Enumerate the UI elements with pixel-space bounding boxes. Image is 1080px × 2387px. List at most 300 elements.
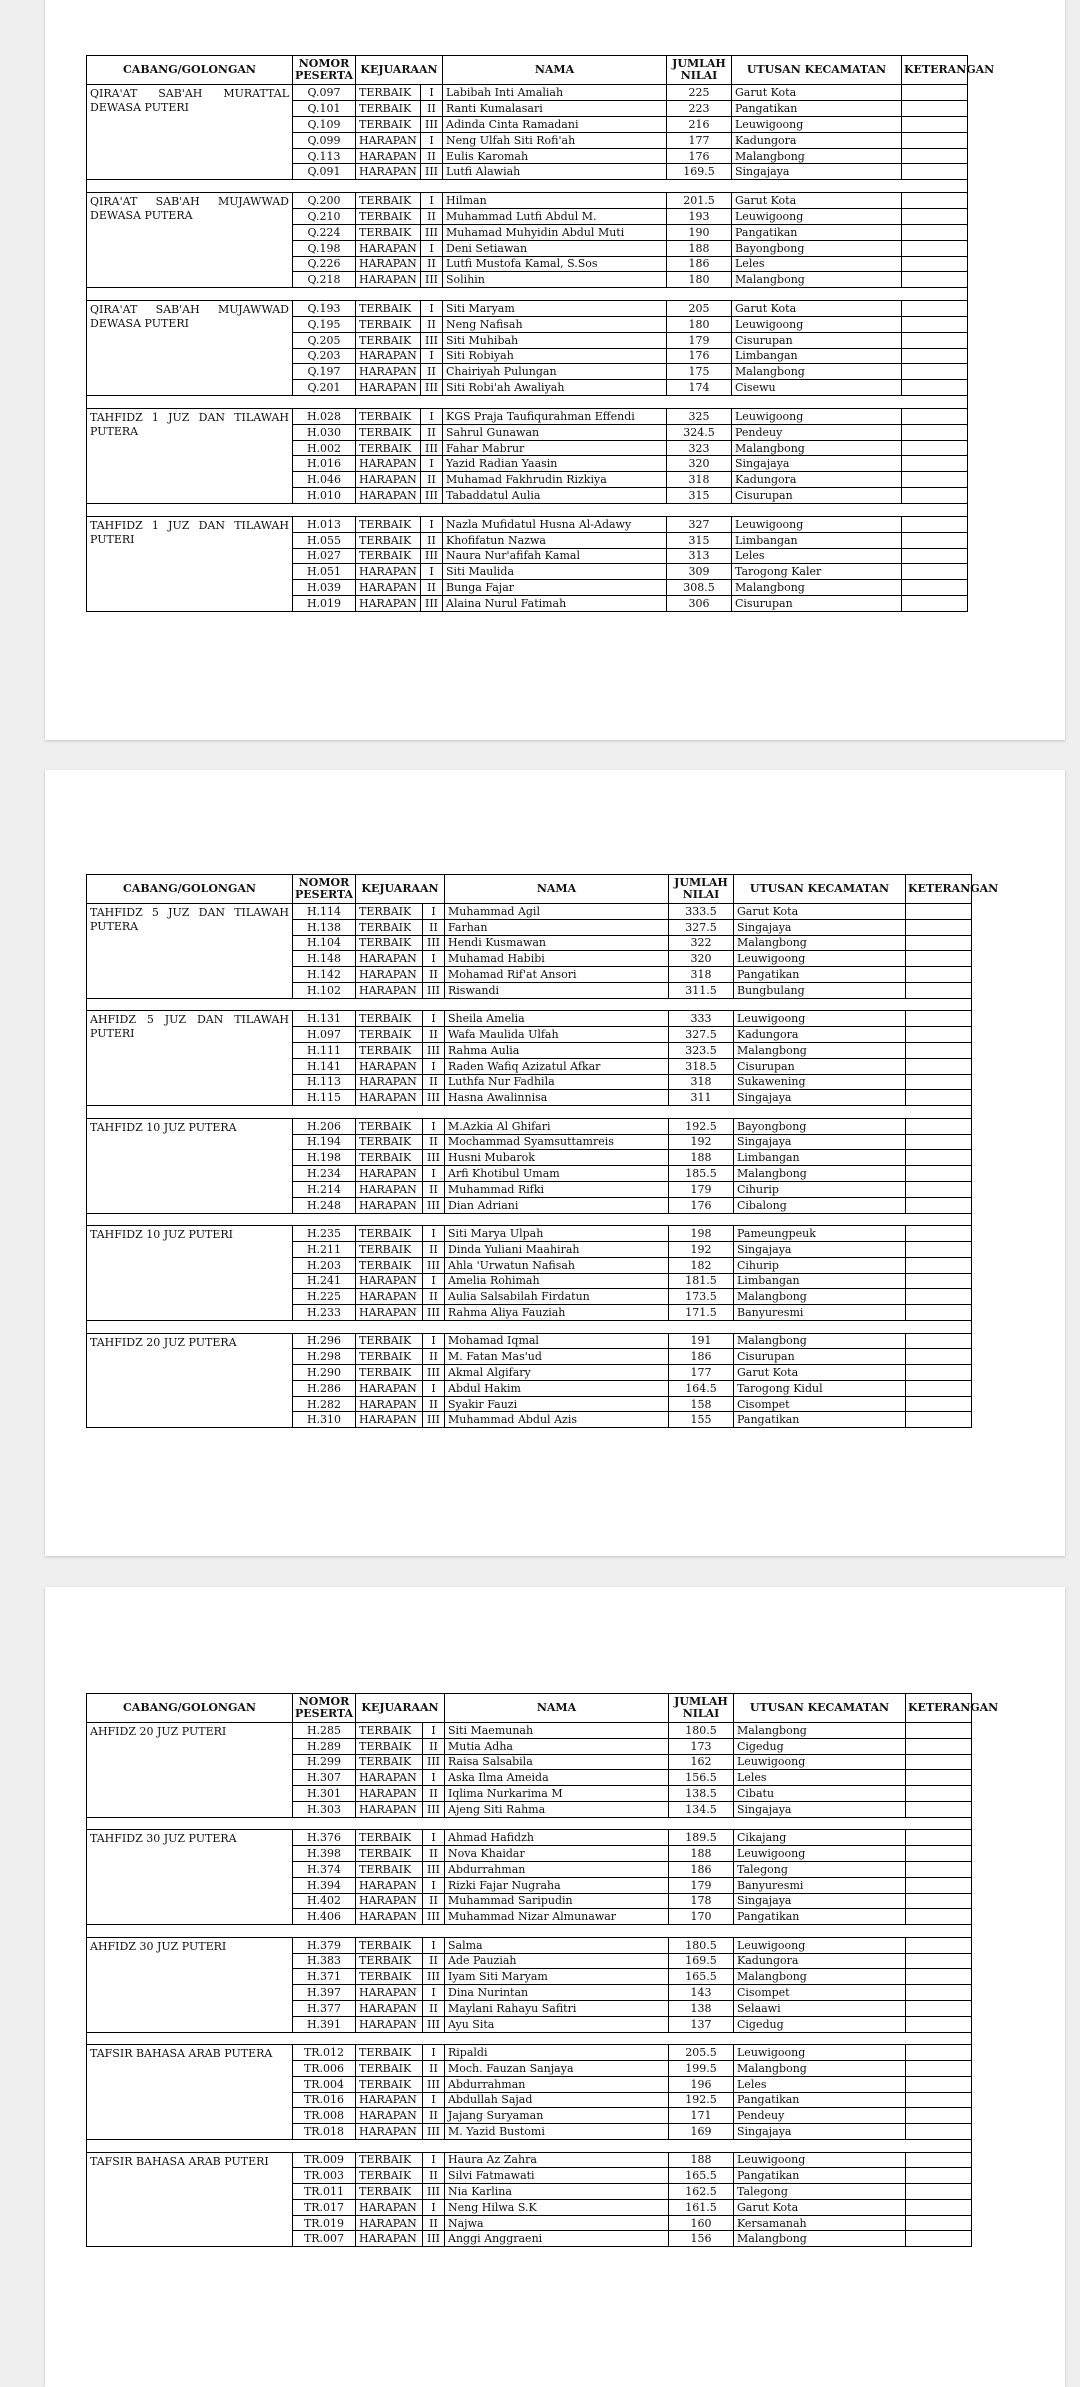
nama-cell: Ranti Kumalasari xyxy=(443,100,667,116)
peringkat-cell: II xyxy=(421,472,443,488)
jumlah-nilai-cell: 156.5 xyxy=(669,1770,734,1786)
utusan-kecamatan-cell: Tarogong Kaler xyxy=(732,564,902,580)
keterangan-cell xyxy=(902,516,968,532)
jumlah-nilai-cell: 175 xyxy=(667,364,732,380)
utusan-kecamatan-cell: Limbangan xyxy=(732,532,902,548)
nomor-peserta-cell: H.307 xyxy=(293,1770,356,1786)
nomor-peserta-cell: H.148 xyxy=(293,951,356,967)
peringkat-cell: I xyxy=(423,1877,445,1893)
kejuaraan-cell: TERBAIK xyxy=(356,1118,423,1134)
jumlah-nilai-cell: 173.5 xyxy=(669,1289,734,1305)
jumlah-nilai-cell: 185.5 xyxy=(669,1166,734,1182)
header-kejuaraan: KEJUARAAN xyxy=(356,1694,445,1723)
jumlah-nilai-cell: 180.5 xyxy=(669,1723,734,1739)
peringkat-cell: III xyxy=(423,1150,445,1166)
nomor-peserta-cell: H.225 xyxy=(293,1289,356,1305)
kejuaraan-cell: HARAPAN xyxy=(356,1289,423,1305)
nomor-peserta-cell: H.030 xyxy=(293,424,356,440)
group-separator xyxy=(87,1320,972,1333)
jumlah-nilai-cell: 165.5 xyxy=(669,2168,734,2184)
peringkat-cell: II xyxy=(423,1786,445,1802)
peringkat-cell: III xyxy=(423,1090,445,1106)
kejuaraan-cell: HARAPAN xyxy=(356,1181,423,1197)
keterangan-cell xyxy=(902,148,968,164)
kejuaraan-cell: TERBAIK xyxy=(356,919,423,935)
separator-cell xyxy=(87,396,968,409)
kejuaraan-cell: TERBAIK xyxy=(356,1011,423,1027)
nomor-peserta-cell: Q.203 xyxy=(293,348,356,364)
nama-cell: Siti Maryam xyxy=(443,300,667,316)
kejuaraan-cell: TERBAIK xyxy=(356,2076,423,2092)
jumlah-nilai-cell: 199.5 xyxy=(669,2060,734,2076)
peringkat-cell: I xyxy=(423,1226,445,1242)
peringkat-cell: III xyxy=(421,116,443,132)
cabang-golongan-cell: QIRA'AT SAB'AH MUJAWWAD DEWASA PUTERI xyxy=(87,300,293,395)
nomor-peserta-cell: H.138 xyxy=(293,919,356,935)
keterangan-cell xyxy=(902,580,968,596)
nama-cell: Rizki Fajar Nugraha xyxy=(445,1877,669,1893)
nomor-peserta-cell: Q.109 xyxy=(293,116,356,132)
nomor-peserta-cell: H.203 xyxy=(293,1257,356,1273)
keterangan-cell xyxy=(906,1396,972,1412)
utusan-kecamatan-cell: Malangbong xyxy=(734,935,906,951)
kejuaraan-cell: TERBAIK xyxy=(356,85,421,101)
kejuaraan-cell: TERBAIK xyxy=(356,192,421,208)
jumlah-nilai-cell: 313 xyxy=(667,548,732,564)
nomor-peserta-cell: H.233 xyxy=(293,1305,356,1321)
keterangan-cell xyxy=(902,564,968,580)
nama-cell: Ade Pauziah xyxy=(445,1953,669,1969)
utusan-kecamatan-cell: Singajaya xyxy=(732,164,902,180)
kejuaraan-cell: TERBAIK xyxy=(356,408,421,424)
header-kejuaraan: KEJUARAAN xyxy=(356,56,443,85)
group-separator xyxy=(87,288,968,301)
utusan-kecamatan-cell: Leles xyxy=(732,548,902,564)
peringkat-cell: II xyxy=(423,1074,445,1090)
jumlah-nilai-cell: 320 xyxy=(669,951,734,967)
keterangan-cell xyxy=(906,1754,972,1770)
header-jumlah-nilai: JUMLAH NILAI xyxy=(667,56,732,85)
nomor-peserta-cell: H.013 xyxy=(293,516,356,532)
header-keterangan: KETERANGAN xyxy=(906,1694,972,1723)
nomor-peserta-cell: H.298 xyxy=(293,1349,356,1365)
jumlah-nilai-cell: 309 xyxy=(667,564,732,580)
peringkat-cell: III xyxy=(423,1197,445,1213)
jumlah-nilai-cell: 320 xyxy=(667,456,732,472)
jumlah-nilai-cell: 198 xyxy=(669,1226,734,1242)
nomor-peserta-cell: H.097 xyxy=(293,1027,356,1043)
jumlah-nilai-cell: 158 xyxy=(669,1396,734,1412)
utusan-kecamatan-cell: Leuwigoong xyxy=(734,1011,906,1027)
peringkat-cell: I xyxy=(421,456,443,472)
table-row xyxy=(87,1830,972,1846)
peringkat-cell: III xyxy=(423,1861,445,1877)
nomor-peserta-cell: H.019 xyxy=(293,596,356,612)
jumlah-nilai-cell: 162 xyxy=(669,1754,734,1770)
nama-cell: Abdullah Sajad xyxy=(445,2092,669,2108)
peringkat-cell: I xyxy=(423,1937,445,1953)
kejuaraan-cell: TERBAIK xyxy=(356,1937,423,1953)
nomor-peserta-cell: Q.099 xyxy=(293,132,356,148)
peringkat-cell: II xyxy=(421,580,443,596)
nomor-peserta-cell: H.394 xyxy=(293,1877,356,1893)
nama-cell: Hasna Awalinnisa xyxy=(445,1090,669,1106)
utusan-kecamatan-cell: Pameungpeuk xyxy=(734,1226,906,1242)
peringkat-cell: II xyxy=(421,364,443,380)
peringkat-cell: III xyxy=(423,2124,445,2140)
separator-cell xyxy=(87,1817,972,1830)
kejuaraan-cell: TERBAIK xyxy=(356,1226,423,1242)
keterangan-cell xyxy=(906,2184,972,2200)
kejuaraan-cell: TERBAIK xyxy=(356,2152,423,2168)
cabang-golongan-cell: AHFIDZ 30 JUZ PUTERI xyxy=(87,1937,293,2032)
peringkat-cell: I xyxy=(423,1333,445,1349)
peringkat-cell: I xyxy=(421,85,443,101)
jumlah-nilai-cell: 188 xyxy=(669,2152,734,2168)
nomor-peserta-cell: Q.210 xyxy=(293,208,356,224)
peringkat-cell: III xyxy=(423,1365,445,1381)
jumlah-nilai-cell: 179 xyxy=(667,332,732,348)
nomor-peserta-cell: TR.006 xyxy=(293,2060,356,2076)
nama-cell: Riswandi xyxy=(445,982,669,998)
nama-cell: Adinda Cinta Ramadani xyxy=(443,116,667,132)
keterangan-cell xyxy=(906,2060,972,2076)
kejuaraan-cell: HARAPAN xyxy=(356,1985,423,2001)
nomor-peserta-cell: H.310 xyxy=(293,1412,356,1428)
keterangan-cell xyxy=(906,2124,972,2140)
utusan-kecamatan-cell: Garut Kota xyxy=(732,192,902,208)
kejuaraan-cell: TERBAIK xyxy=(356,208,421,224)
keterangan-cell xyxy=(906,1289,972,1305)
kejuaraan-cell: HARAPAN xyxy=(356,1058,423,1074)
peringkat-cell: I xyxy=(423,1011,445,1027)
nomor-peserta-cell: H.131 xyxy=(293,1011,356,1027)
nomor-peserta-cell: H.104 xyxy=(293,935,356,951)
nama-cell: Muhammad Nizar Almunawar xyxy=(445,1909,669,1925)
kejuaraan-cell: HARAPAN xyxy=(356,951,423,967)
keterangan-cell xyxy=(906,1893,972,1909)
jumlah-nilai-cell: 177 xyxy=(667,132,732,148)
keterangan-cell xyxy=(902,316,968,332)
peringkat-cell: II xyxy=(421,316,443,332)
group-separator xyxy=(87,1817,972,1830)
utusan-kecamatan-cell: Leuwigoong xyxy=(734,2045,906,2061)
nama-cell: Ripaldi xyxy=(445,2045,669,2061)
keterangan-cell xyxy=(906,1197,972,1213)
nomor-peserta-cell: Q.193 xyxy=(293,300,356,316)
nomor-peserta-cell: H.303 xyxy=(293,1801,356,1817)
peringkat-cell: II xyxy=(423,2108,445,2124)
peringkat-cell: II xyxy=(423,1953,445,1969)
peringkat-cell: III xyxy=(423,1754,445,1770)
nama-cell: Muhammad Lutfi Abdul M. xyxy=(443,208,667,224)
nomor-peserta-cell: H.051 xyxy=(293,564,356,580)
utusan-kecamatan-cell: Selaawi xyxy=(734,2000,906,2016)
peringkat-cell: III xyxy=(423,1969,445,1985)
utusan-kecamatan-cell: Singajaya xyxy=(732,456,902,472)
keterangan-cell xyxy=(902,532,968,548)
jumlah-nilai-cell: 192.5 xyxy=(669,1118,734,1134)
utusan-kecamatan-cell: Garut Kota xyxy=(734,1365,906,1381)
utusan-kecamatan-cell: Cisompet xyxy=(734,1396,906,1412)
nomor-peserta-cell: H.102 xyxy=(293,982,356,998)
nomor-peserta-cell: TR.012 xyxy=(293,2045,356,2061)
peringkat-cell: I xyxy=(421,192,443,208)
nomor-peserta-cell: H.406 xyxy=(293,1909,356,1925)
jumlah-nilai-cell: 201.5 xyxy=(667,192,732,208)
nama-cell: Yazid Radian Yaasin xyxy=(443,456,667,472)
kejuaraan-cell: HARAPAN xyxy=(356,2092,423,2108)
nama-cell: Raden Wafiq Azizatul Afkar xyxy=(445,1058,669,1074)
utusan-kecamatan-cell: Banyuresmi xyxy=(734,1877,906,1893)
utusan-kecamatan-cell: Cisurupan xyxy=(732,596,902,612)
keterangan-cell xyxy=(906,951,972,967)
group-separator xyxy=(87,180,968,193)
separator-cell xyxy=(87,1213,972,1226)
kejuaraan-cell: HARAPAN xyxy=(356,256,421,272)
group-separator xyxy=(87,396,968,409)
kejuaraan-cell: TERBAIK xyxy=(356,1042,423,1058)
utusan-kecamatan-cell: Malangbong xyxy=(732,364,902,380)
keterangan-cell xyxy=(906,1365,972,1381)
document-page xyxy=(45,1587,1065,2387)
jumlah-nilai-cell: 192.5 xyxy=(669,2092,734,2108)
keterangan-cell xyxy=(902,132,968,148)
nomor-peserta-cell: H.141 xyxy=(293,1058,356,1074)
peringkat-cell: II xyxy=(423,1738,445,1754)
utusan-kecamatan-cell: Malangbong xyxy=(734,1042,906,1058)
nomor-peserta-cell: Q.201 xyxy=(293,380,356,396)
peringkat-cell: II xyxy=(423,1181,445,1197)
jumlah-nilai-cell: 143 xyxy=(669,1985,734,2001)
peringkat-cell: I xyxy=(423,1166,445,1182)
keterangan-cell xyxy=(902,164,968,180)
kejuaraan-cell: TERBAIK xyxy=(356,1333,423,1349)
nama-cell: Siti Robiyah xyxy=(443,348,667,364)
kejuaraan-cell: HARAPAN xyxy=(356,364,421,380)
nama-cell: Silvi Fatmawati xyxy=(445,2168,669,2184)
cabang-golongan-cell: TAHFIDZ 1 JUZ DAN TILAWAH PUTERA xyxy=(87,408,293,503)
kejuaraan-cell: HARAPAN xyxy=(356,1273,423,1289)
kejuaraan-cell: TERBAIK xyxy=(356,100,421,116)
nama-cell: Sheila Amelia xyxy=(445,1011,669,1027)
jumlah-nilai-cell: 311.5 xyxy=(669,982,734,998)
kejuaraan-cell: HARAPAN xyxy=(356,2215,423,2231)
peringkat-cell: III xyxy=(421,272,443,288)
kejuaraan-cell: HARAPAN xyxy=(356,456,421,472)
nama-cell: Rahma Aulia xyxy=(445,1042,669,1058)
utusan-kecamatan-cell: Pangatikan xyxy=(734,2168,906,2184)
peringkat-cell: I xyxy=(423,1058,445,1074)
keterangan-cell xyxy=(906,1723,972,1739)
keterangan-cell xyxy=(902,472,968,488)
nomor-peserta-cell: H.299 xyxy=(293,1754,356,1770)
nama-cell: Ajeng Siti Rahma xyxy=(445,1801,669,1817)
table-row xyxy=(87,904,972,920)
nama-cell: Eulis Karomah xyxy=(443,148,667,164)
keterangan-cell xyxy=(906,1333,972,1349)
nama-cell: Lutfi Mustofa Kamal, S.Sos xyxy=(443,256,667,272)
utusan-kecamatan-cell: Cisurupan xyxy=(734,1058,906,1074)
nama-cell: Neng Ulfah Siti Rofi'ah xyxy=(443,132,667,148)
utusan-kecamatan-cell: Bayongbong xyxy=(732,240,902,256)
peringkat-cell: II xyxy=(423,1396,445,1412)
peringkat-cell: I xyxy=(423,1273,445,1289)
cabang-golongan-cell: QIRA'AT SAB'AH MUJAWWAD DEWASA PUTERA xyxy=(87,192,293,287)
cabang-golongan-cell: TAHFIDZ 1 JUZ DAN TILAWAH PUTERI xyxy=(87,516,293,611)
jumlah-nilai-cell: 173 xyxy=(669,1738,734,1754)
nama-cell: Muhammad Saripudin xyxy=(445,1893,669,1909)
nomor-peserta-cell: H.002 xyxy=(293,440,356,456)
keterangan-cell xyxy=(906,904,972,920)
keterangan-cell xyxy=(902,596,968,612)
jumlah-nilai-cell: 327.5 xyxy=(669,919,734,935)
jumlah-nilai-cell: 169.5 xyxy=(669,1953,734,1969)
utusan-kecamatan-cell: Malangbong xyxy=(734,1166,906,1182)
utusan-kecamatan-cell: Leuwigoong xyxy=(732,316,902,332)
jumlah-nilai-cell: 178 xyxy=(669,1893,734,1909)
jumlah-nilai-cell: 186 xyxy=(669,1349,734,1365)
peringkat-cell: III xyxy=(423,1801,445,1817)
jumlah-nilai-cell: 196 xyxy=(669,2076,734,2092)
nomor-peserta-cell: Q.113 xyxy=(293,148,356,164)
keterangan-cell xyxy=(902,380,968,396)
nomor-peserta-cell: H.206 xyxy=(293,1118,356,1134)
utusan-kecamatan-cell: Malangbong xyxy=(732,580,902,596)
peringkat-cell: II xyxy=(423,1893,445,1909)
peringkat-cell: I xyxy=(421,300,443,316)
kejuaraan-cell: TERBAIK xyxy=(356,548,421,564)
utusan-kecamatan-cell: Pangatikan xyxy=(732,100,902,116)
separator-cell xyxy=(87,288,968,301)
nomor-peserta-cell: H.379 xyxy=(293,1937,356,1953)
cabang-golongan-cell: TAFSIR BAHASA ARAB PUTERI xyxy=(87,2152,293,2247)
keterangan-cell xyxy=(906,1226,972,1242)
nomor-peserta-cell: H.010 xyxy=(293,488,356,504)
keterangan-cell xyxy=(902,224,968,240)
jumlah-nilai-cell: 216 xyxy=(667,116,732,132)
keterangan-cell xyxy=(902,332,968,348)
header-jumlah-nilai: JUMLAH NILAI xyxy=(669,1694,734,1723)
nomor-peserta-cell: TR.003 xyxy=(293,2168,356,2184)
nama-cell: Siti Maemunah xyxy=(445,1723,669,1739)
cabang-golongan-cell: AHFIDZ 5 JUZ DAN TILAWAH PUTERI xyxy=(87,1011,293,1106)
kejuaraan-cell: TERBAIK xyxy=(356,1365,423,1381)
table-row xyxy=(87,1937,972,1953)
nama-cell: Hilman xyxy=(443,192,667,208)
nomor-peserta-cell: Q.197 xyxy=(293,364,356,380)
results-table xyxy=(86,55,995,612)
keterangan-cell xyxy=(906,1257,972,1273)
header-nama: NAMA xyxy=(445,875,669,904)
kejuaraan-cell: HARAPAN xyxy=(356,148,421,164)
nomor-peserta-cell: TR.016 xyxy=(293,2092,356,2108)
utusan-kecamatan-cell: Singajaya xyxy=(734,1241,906,1257)
keterangan-cell xyxy=(906,1181,972,1197)
nomor-peserta-cell: Q.200 xyxy=(293,192,356,208)
document-page xyxy=(45,0,1065,740)
utusan-kecamatan-cell: Leuwigoong xyxy=(734,2152,906,2168)
keterangan-cell xyxy=(906,1305,972,1321)
nomor-peserta-cell: H.282 xyxy=(293,1396,356,1412)
jumlah-nilai-cell: 161.5 xyxy=(669,2199,734,2215)
keterangan-cell xyxy=(906,1861,972,1877)
kejuaraan-cell: TERBAIK xyxy=(356,1861,423,1877)
kejuaraan-cell: HARAPAN xyxy=(356,2231,423,2247)
jumlah-nilai-cell: 169 xyxy=(669,2124,734,2140)
nama-cell: Rahma Aliya Fauziah xyxy=(445,1305,669,1321)
nama-cell: Mohamad Rif'at Ansori xyxy=(445,967,669,983)
nama-cell: Nia Karlina xyxy=(445,2184,669,2200)
nomor-peserta-cell: H.234 xyxy=(293,1166,356,1182)
peringkat-cell: II xyxy=(423,1349,445,1365)
table-row xyxy=(87,2152,972,2168)
jumlah-nilai-cell: 193 xyxy=(667,208,732,224)
nama-cell: Maylani Rahayu Safitri xyxy=(445,2000,669,2016)
peringkat-cell: III xyxy=(421,596,443,612)
kejuaraan-cell: TERBAIK xyxy=(356,532,421,548)
nama-cell: Dinda Yuliani Maahirah xyxy=(445,1241,669,1257)
jumlah-nilai-cell: 138 xyxy=(669,2000,734,2016)
kejuaraan-cell: TERBAIK xyxy=(356,1150,423,1166)
utusan-kecamatan-cell: Singajaya xyxy=(734,919,906,935)
kejuaraan-cell: HARAPAN xyxy=(356,132,421,148)
kejuaraan-cell: HARAPAN xyxy=(356,1770,423,1786)
jumlah-nilai-cell: 177 xyxy=(669,1365,734,1381)
nomor-peserta-cell: Q.218 xyxy=(293,272,356,288)
keterangan-cell xyxy=(906,1134,972,1150)
nomor-peserta-cell: H.248 xyxy=(293,1197,356,1213)
keterangan-cell xyxy=(906,2016,972,2032)
kejuaraan-cell: TERBAIK xyxy=(356,1257,423,1273)
utusan-kecamatan-cell: Cibatu xyxy=(734,1786,906,1802)
keterangan-cell xyxy=(906,1349,972,1365)
kejuaraan-cell: HARAPAN xyxy=(356,240,421,256)
utusan-kecamatan-cell: Leuwigoong xyxy=(732,208,902,224)
kejuaraan-cell: TERBAIK xyxy=(356,904,423,920)
peringkat-cell: I xyxy=(423,1985,445,2001)
peringkat-cell: III xyxy=(423,1257,445,1273)
peringkat-cell: III xyxy=(423,982,445,998)
nama-cell: Akmal Algifary xyxy=(445,1365,669,1381)
keterangan-cell xyxy=(902,300,968,316)
nama-cell: Alaina Nurul Fatimah xyxy=(443,596,667,612)
utusan-kecamatan-cell: Malangbong xyxy=(732,272,902,288)
kejuaraan-cell: TERBAIK xyxy=(356,1846,423,1862)
nomor-peserta-cell: H.289 xyxy=(293,1738,356,1754)
kejuaraan-cell: TERBAIK xyxy=(356,2060,423,2076)
nama-cell: Labibah Inti Amaliah xyxy=(443,85,667,101)
nama-cell: Arfi Khotibul Umam xyxy=(445,1166,669,1182)
keterangan-cell xyxy=(906,1074,972,1090)
nama-cell: Haura Az Zahra xyxy=(445,2152,669,2168)
table-header-row xyxy=(87,875,972,904)
kejuaraan-cell: HARAPAN xyxy=(356,1909,423,1925)
kejuaraan-cell: TERBAIK xyxy=(356,1969,423,1985)
kejuaraan-cell: TERBAIK xyxy=(356,1349,423,1365)
peringkat-cell: III xyxy=(423,1909,445,1925)
utusan-kecamatan-cell: Malangbong xyxy=(734,1333,906,1349)
nama-cell: Muhammad Rifki xyxy=(445,1181,669,1197)
header-nomor-peserta: NOMOR PESERTA xyxy=(293,1694,356,1723)
utusan-kecamatan-cell: Kadungora xyxy=(732,132,902,148)
jumlah-nilai-cell: 171 xyxy=(669,2108,734,2124)
jumlah-nilai-cell: 325 xyxy=(667,408,732,424)
jumlah-nilai-cell: 170 xyxy=(669,1909,734,1925)
peringkat-cell: III xyxy=(423,2016,445,2032)
header-cabang-golongan: CABANG/GOLONGAN xyxy=(87,875,293,904)
keterangan-cell xyxy=(906,1909,972,1925)
